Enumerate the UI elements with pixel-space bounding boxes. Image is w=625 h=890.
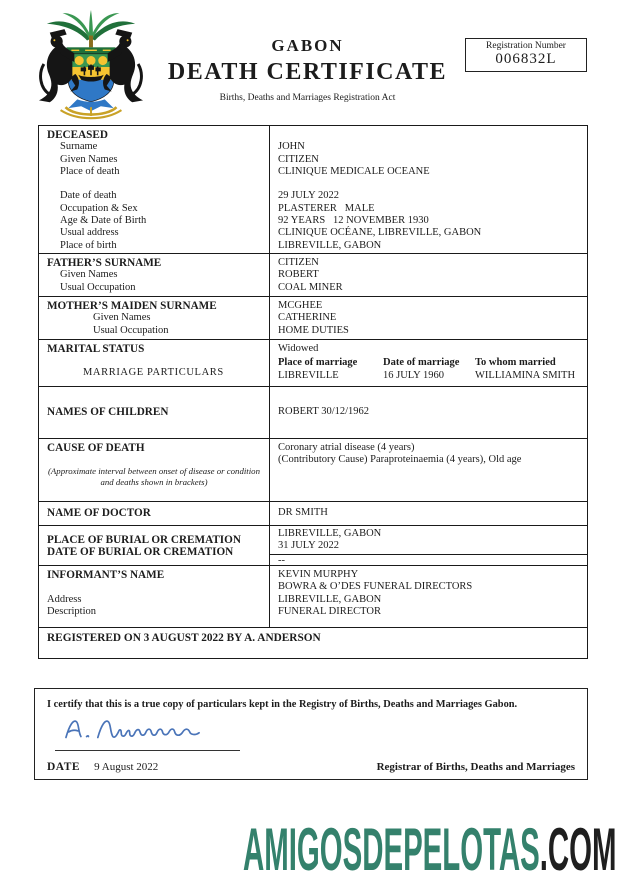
field-value: (Contributory Cause) Paraproteinaemia (4 years), Old age [278, 454, 522, 466]
field-value: ROBERT 30/12/1962 [278, 406, 370, 418]
marital-status-value: Widowed [278, 343, 319, 354]
date-label: DATE [47, 761, 81, 773]
field-value: ROBERT [278, 269, 319, 281]
father-values [270, 254, 587, 297]
field-value: BOWRA & O’DES FUNERAL DIRECTORS [278, 581, 473, 593]
field-value: 92 YEARS 12 NOVEMBER 1930 [278, 215, 429, 227]
burial-place-date [270, 526, 587, 555]
certificate-table [38, 125, 588, 659]
field-value: COAL MINER [278, 281, 343, 293]
certification-box [34, 688, 588, 780]
field-label: Place of birth [60, 239, 117, 251]
spacer-line [278, 129, 579, 141]
ribbon-roots-icon [61, 99, 122, 118]
certificate-header [130, 36, 485, 103]
field-value: LIBREVILLE, GABON [278, 593, 382, 605]
field-label: Surname [60, 141, 98, 153]
field-value: CITIZEN [278, 257, 319, 268]
burial-labels [39, 526, 270, 567]
table-row-deceased [39, 126, 587, 253]
cause-values [270, 439, 587, 501]
brand-name: AMIGOSDEPELOTAS [243, 816, 540, 883]
informant-labels [39, 566, 270, 627]
column-value: WILLIAMINA SMITH [475, 369, 576, 381]
section-label: INFORMANT’S NAME [47, 569, 165, 581]
field-value: CATHERINE [278, 312, 337, 324]
field-value: JOHN [278, 141, 305, 153]
country-title: GABON [271, 36, 344, 55]
field-label: Date of death [60, 190, 117, 202]
section-label: CAUSE OF DEATH [47, 442, 145, 454]
children-label [39, 387, 270, 438]
column-header: Date of marriage [383, 357, 460, 369]
field-label: Given Names [93, 312, 151, 324]
section-label: MARITAL STATUS [47, 343, 145, 355]
column-header: To whom married [475, 357, 556, 369]
section-label: NAMES OF CHILDREN [47, 406, 169, 419]
marital-values [270, 340, 587, 386]
field-value: DR SMITH [278, 507, 328, 519]
doctor-value [270, 502, 587, 525]
registration-number-label: Registration Number [486, 41, 566, 51]
certificate-title: DEATH CERTIFICATE [167, 59, 448, 85]
section-label: DATE OF BURIAL OR CREMATION [47, 546, 234, 559]
table-row-burial [39, 525, 587, 565]
deceased-labels [39, 126, 270, 255]
field-label: Age & Date of Birth [60, 215, 147, 227]
deceased-values [270, 126, 587, 255]
field-label: Usual address [60, 227, 119, 239]
table-row-father [39, 253, 587, 296]
site-watermark [243, 816, 617, 883]
column-value: 16 JULY 1960 [383, 369, 444, 381]
spacer-line [278, 178, 579, 190]
registrar-title: Registrar of Births, Deaths and Marriages [376, 761, 575, 773]
field-label: Description [47, 605, 96, 617]
table-row-children [39, 386, 587, 438]
section-label: DECEASED [47, 129, 108, 141]
signature-underline [55, 715, 240, 751]
field-label: Place of death [60, 165, 120, 177]
field-label: Occupation & Sex [60, 202, 138, 214]
marriage-particulars-columns [278, 357, 579, 382]
field-label: Given Names [60, 269, 118, 281]
mother-labels [39, 297, 270, 340]
cause-note: (Approximate interval between onset of disease or condition and deaths shown in brackets) [48, 466, 260, 487]
registration-number-box [465, 38, 587, 72]
field-value: KEVIN MURPHY [278, 569, 359, 580]
motto-band-icon [66, 47, 115, 53]
children-value [270, 387, 587, 438]
field-value: MCGHEE [278, 300, 323, 311]
table-row-cause [39, 438, 587, 501]
field-value: LIBREVILLE, GABON [278, 528, 382, 539]
section-label: FATHER’S SURNAME [47, 257, 162, 269]
column-header: Place of marriage [278, 357, 358, 369]
field-label: Given Names [60, 153, 118, 165]
mother-values [270, 297, 587, 340]
certification-footer [47, 757, 575, 775]
act-subtitle: Births, Deaths and Marriages Registration Act [219, 93, 396, 103]
field-value: FUNERAL DIRECTOR [278, 605, 381, 617]
field-value: 29 JULY 2022 [278, 190, 339, 202]
table-row-marital [39, 339, 587, 386]
field-label: Address [47, 593, 82, 605]
field-value: CITIZEN [278, 153, 319, 165]
spacer-line [47, 581, 261, 593]
section-label: MOTHER’S MAIDEN SURNAME [47, 300, 217, 312]
column-value: LIBREVILLE [278, 369, 339, 381]
field-value: CLINIQUE MEDICALE OCEANE [278, 165, 430, 177]
burial-values [270, 526, 587, 567]
field-value: CLINIQUE OCÉANE, LIBREVILLE, GABON [278, 227, 482, 239]
informant-values [270, 566, 587, 627]
field-label: Usual Occupation [93, 324, 169, 336]
field-value: Coronary atrial disease (4 years) [278, 442, 415, 453]
field-label: Usual Occupation [60, 281, 136, 293]
table-row-doctor [39, 501, 587, 525]
section-label: PLACE OF BURIAL OR CREMATION [47, 534, 241, 547]
gabon-coat-of-arms-icon [38, 8, 144, 125]
section-label: NAME OF DOCTOR [47, 507, 151, 520]
table-row-informant [39, 565, 587, 627]
table-row-mother [39, 296, 587, 339]
field-value: LIBREVILLE, GABON [278, 239, 382, 251]
brand-tld: .COM [539, 816, 617, 883]
registration-number-value: 006832L [495, 51, 557, 67]
cause-label [39, 439, 270, 501]
doctor-label [39, 502, 270, 525]
field-value: -- [278, 554, 285, 566]
father-labels [39, 254, 270, 297]
date-value: 9 August 2022 [94, 761, 159, 773]
field-value: HOME DUTIES [278, 324, 349, 336]
field-value: 31 JULY 2022 [278, 540, 339, 552]
date-line [47, 757, 158, 775]
field-value: PLASTERER MALE [278, 202, 375, 214]
marriage-particulars-label: MARRIAGE PARTICULARS [83, 367, 224, 379]
registered-row: REGISTERED ON 3 AUGUST 2022 BY A. ANDERSON [39, 627, 587, 658]
spacer-line [47, 178, 261, 190]
certification-statement: I certify that this is a true copy of particulars kept in the Registry of Births, Deaths and Marriages Gabon. [47, 699, 518, 710]
marital-labels [39, 340, 270, 386]
registrar-signature-icon [55, 715, 240, 745]
